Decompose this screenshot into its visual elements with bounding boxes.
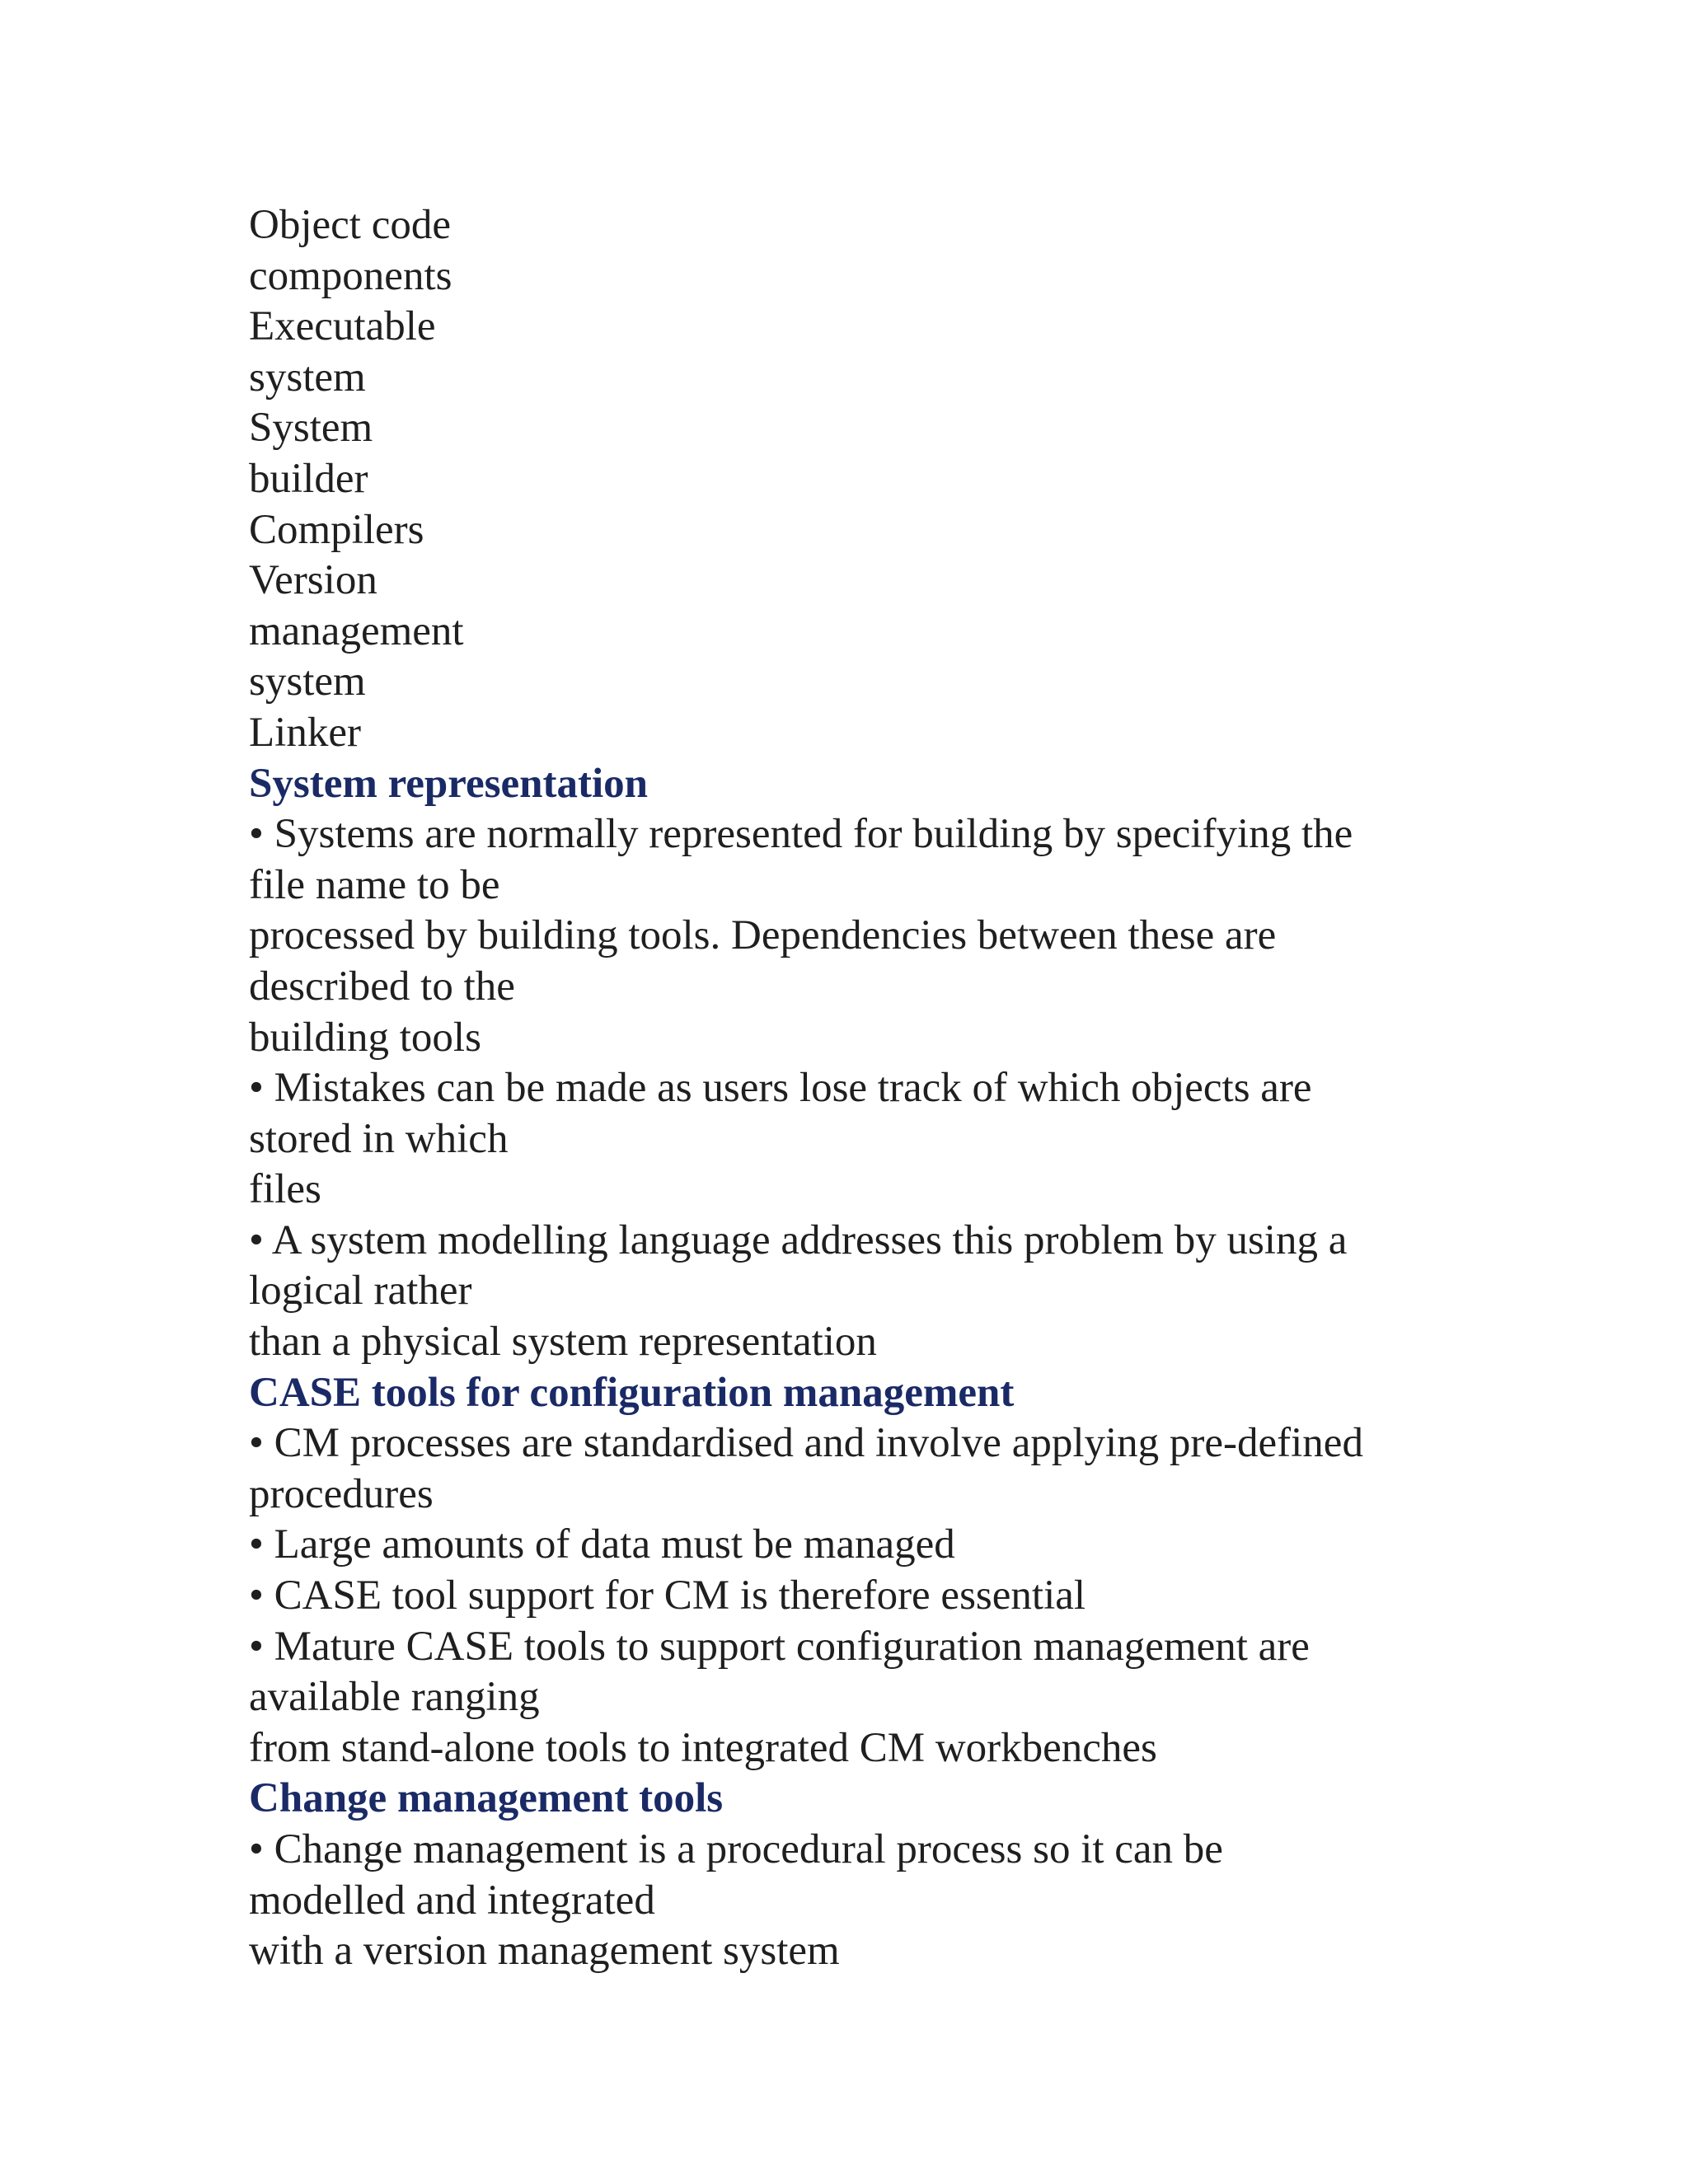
section-heading: Change management tools bbox=[249, 1775, 724, 1822]
diagram-label: Linker bbox=[249, 709, 361, 756]
diagram-label: components bbox=[249, 252, 452, 299]
body-line: described to the bbox=[249, 963, 515, 1010]
body-line: than a physical system representation bbox=[249, 1319, 877, 1366]
body-line: • Systems are normally represented for building by specifying the bbox=[249, 811, 1353, 858]
body-line: • A system modelling language addresses this problem by using a bbox=[249, 1216, 1348, 1263]
diagram-label: management bbox=[249, 607, 464, 654]
section-heading: CASE tools for configuration management bbox=[249, 1369, 1015, 1416]
body-line: available ranging bbox=[249, 1674, 540, 1721]
diagram-label: system bbox=[249, 354, 366, 401]
section-heading: System representation bbox=[249, 760, 648, 807]
body-line: file name to be bbox=[249, 861, 500, 908]
body-line: procedures bbox=[249, 1470, 434, 1517]
body-line: • CM processes are standardised and involve applying pre-defined bbox=[249, 1420, 1363, 1467]
diagram-label: Object code bbox=[249, 202, 451, 248]
diagram-label-list bbox=[249, 200, 1452, 759]
diagram-label: builder bbox=[249, 455, 368, 502]
body-line: logical rather bbox=[249, 1268, 472, 1315]
section-system-representation bbox=[249, 759, 1452, 1368]
section-case-tools bbox=[249, 1368, 1452, 1774]
body-line: • Change management is a procedural process so it can be bbox=[249, 1826, 1223, 1872]
diagram-label: system bbox=[249, 658, 366, 705]
page-content bbox=[249, 200, 1452, 1977]
body-line: files bbox=[249, 1166, 321, 1213]
body-line: • Mistakes can be made as users lose track of which objects are bbox=[249, 1065, 1312, 1112]
diagram-label: Version bbox=[249, 557, 377, 604]
body-line: processed by building tools. Dependencies between these are bbox=[249, 912, 1277, 959]
body-line: • Mature CASE tools to support configuration management are bbox=[249, 1623, 1310, 1670]
diagram-label: Executable bbox=[249, 303, 436, 350]
diagram-label: System bbox=[249, 405, 373, 452]
diagram-label: Compilers bbox=[249, 506, 424, 553]
body-line: • CASE tool support for CM is therefore essential bbox=[249, 1572, 1086, 1619]
body-line: modelled and integrated bbox=[249, 1877, 655, 1924]
body-line: with a version management system bbox=[249, 1928, 840, 1975]
section-change-management-tools bbox=[249, 1774, 1452, 1976]
body-line: • Large amounts of data must be managed bbox=[249, 1521, 955, 1568]
body-line: stored in which bbox=[249, 1115, 509, 1162]
body-line: building tools bbox=[249, 1014, 481, 1061]
body-line: from stand-alone tools to integrated CM workbenches bbox=[249, 1724, 1157, 1771]
